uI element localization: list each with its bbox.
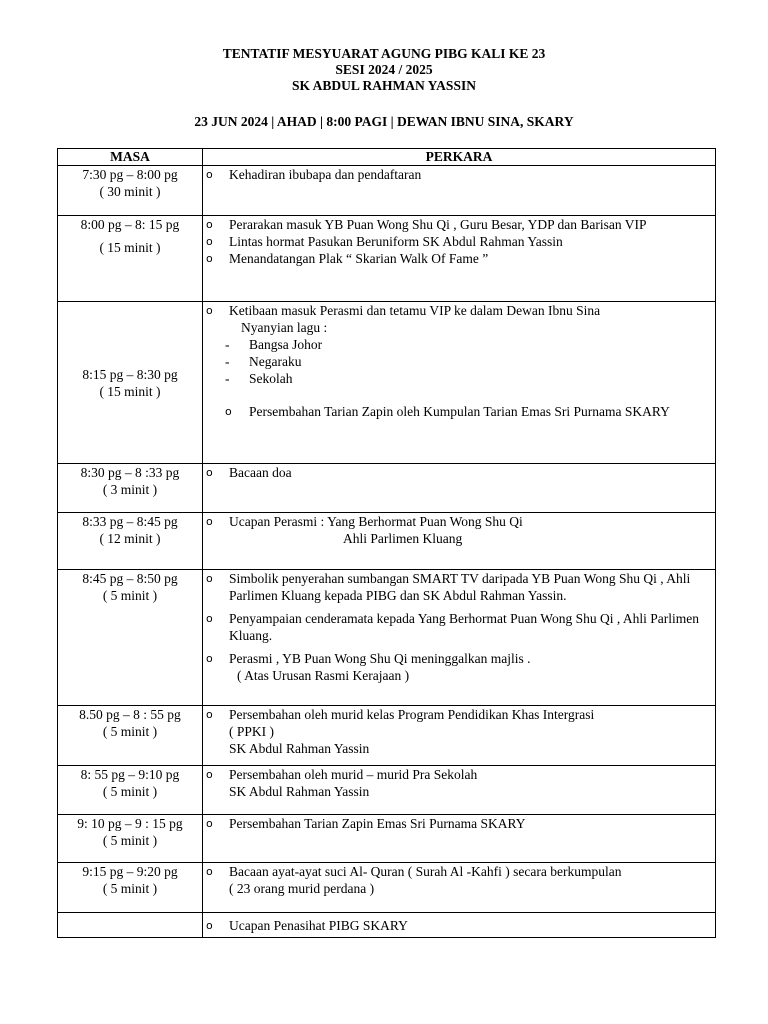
agenda-item: o Perasmi , YB Puan Wong Shu Qi meninggalkan majlis . bbox=[206, 651, 531, 666]
bullet-icon: o bbox=[206, 304, 213, 317]
time-range: 9:15 pg – 9:20 pg bbox=[82, 864, 178, 879]
time-range: 8:33 pg – 8:45 pg bbox=[82, 514, 178, 529]
agenda-item: o Perarakan masuk YB Puan Wong Shu Qi , Guru Besar, YDP dan Barisan VIP bbox=[206, 217, 647, 232]
song-item: - Sekolah bbox=[225, 371, 293, 386]
table-row bbox=[58, 706, 716, 766]
agenda-cell bbox=[203, 464, 716, 513]
duration: ( 12 minit ) bbox=[99, 531, 161, 546]
table-row bbox=[58, 216, 716, 302]
bullet-icon: o bbox=[206, 865, 213, 878]
agenda-item: o Persembahan oleh murid – murid Pra Sekolah bbox=[206, 767, 478, 782]
time-range: 8: 55 pg – 9:10 pg bbox=[80, 767, 180, 782]
agenda-item: o Simbolik penyerahan sumbangan SMART TV daripada YB Puan Wong Shu Qi , Ahli Parlimen Kluang kepada PIBG dan SK Abdul Rahman Yassin. bbox=[206, 571, 691, 603]
bullet-icon: o bbox=[206, 768, 213, 781]
bullet-icon: o bbox=[206, 466, 213, 479]
time-cell bbox=[58, 570, 203, 706]
bullet-icon: o bbox=[206, 708, 213, 721]
table-row bbox=[58, 863, 716, 913]
agenda-cell bbox=[203, 302, 716, 464]
duration: ( 3 minit ) bbox=[102, 482, 158, 497]
bullet-icon: o bbox=[206, 252, 213, 265]
time-cell bbox=[58, 464, 203, 513]
duration: ( 15 minit ) bbox=[99, 383, 161, 399]
event-date: 23 JUN 2024 bbox=[194, 114, 268, 129]
time-range: 8:15 pg – 8:30 pg bbox=[82, 366, 178, 382]
title-line-1: TENTATIF MESYUARAT AGUNG PIBG KALI KE 23 bbox=[222, 46, 546, 61]
agenda-cell: o Bacaan ayat-ayat suci Al- Quran ( Surah Al -Kahfi ) secara berkumpulan ( 23 orang murid perdana ) bbox=[203, 863, 716, 913]
time-range: 8.50 pg – 8 : 55 pg bbox=[79, 707, 181, 722]
table-header-row bbox=[58, 149, 716, 166]
time-cell bbox=[58, 913, 203, 938]
separator: | bbox=[390, 114, 394, 129]
agenda-cell bbox=[203, 570, 716, 706]
duration: ( 5 minit ) bbox=[102, 833, 158, 848]
column-header-masa: MASA bbox=[58, 149, 203, 166]
duration: ( 5 minit ) bbox=[102, 588, 158, 603]
time-cell bbox=[58, 815, 203, 863]
event-time: 8:00 PAGI bbox=[326, 114, 388, 129]
agenda-cell bbox=[203, 913, 716, 938]
agenda-cell bbox=[203, 513, 716, 570]
document-title bbox=[0, 46, 768, 94]
agenda-item: o Bacaan doa bbox=[206, 465, 292, 480]
bullet-icon: o bbox=[206, 919, 213, 932]
perasmi-title: Ahli Parlimen Kluang bbox=[343, 531, 463, 546]
separator: | bbox=[271, 114, 275, 129]
agenda-cell: o Persembahan oleh murid – murid Pra Sekolah SK Abdul Rahman Yassin bbox=[203, 766, 716, 815]
agenda-item: o Ucapan Penasihat PIBG SKARY bbox=[206, 918, 408, 933]
agenda-cell bbox=[203, 815, 716, 863]
agenda-cell: o Persembahan oleh murid kelas Program Pendidikan Khas Intergrasi ( PPKI ) SK Abdul Rahman Yassin bbox=[203, 706, 716, 766]
agenda-cell bbox=[203, 216, 716, 302]
separator: | bbox=[320, 114, 324, 129]
time-range: 8:30 pg – 8 :33 pg bbox=[80, 465, 180, 480]
time-range: 9: 10 pg – 9 : 15 pg bbox=[77, 816, 183, 831]
table-row bbox=[58, 166, 716, 216]
bullet-icon: o bbox=[206, 168, 213, 181]
column-header-perkara: PERKARA bbox=[203, 149, 716, 166]
agenda-item: o Persembahan Tarian Zapin Emas Sri Purnama SKARY bbox=[206, 816, 526, 831]
table-row bbox=[58, 302, 716, 464]
official-note: ( Atas Urusan Rasmi Kerajaan ) bbox=[237, 668, 410, 683]
bullet-icon: o bbox=[206, 572, 213, 585]
bullet-icon: o bbox=[206, 218, 213, 231]
time-cell bbox=[58, 166, 203, 216]
time-cell bbox=[58, 302, 203, 464]
song-item: - Negaraku bbox=[225, 354, 302, 369]
songs-heading: Nyanyian lagu : bbox=[241, 320, 328, 335]
agenda-item: o Persembahan Tarian Zapin oleh Kumpulan Tarian Emas Sri Purnama SKARY bbox=[225, 404, 670, 419]
table-row bbox=[58, 913, 716, 938]
bullet-icon: o bbox=[206, 652, 213, 665]
event-day: AHAD bbox=[276, 114, 317, 129]
schedule-table bbox=[57, 148, 716, 938]
duration: ( 5 minit ) bbox=[102, 881, 158, 896]
time-cell bbox=[58, 216, 203, 302]
song-item: - Bangsa Johor bbox=[225, 337, 323, 352]
table-row bbox=[58, 464, 716, 513]
title-line-3: SK ABDUL RAHMAN YASSIN bbox=[292, 78, 476, 93]
agenda-item: o Bacaan ayat-ayat suci Al- Quran ( Surah Al -Kahfi ) secara berkumpulan bbox=[206, 864, 622, 879]
bullet-icon: o bbox=[206, 817, 213, 830]
time-cell bbox=[58, 766, 203, 815]
bullet-icon: o bbox=[206, 235, 213, 248]
event-info-line bbox=[0, 114, 768, 130]
duration: ( 15 minit ) bbox=[99, 240, 161, 255]
duration: ( 5 minit ) bbox=[102, 784, 158, 799]
table-row bbox=[58, 513, 716, 570]
bullet-icon: o bbox=[206, 612, 213, 625]
agenda-item: o Ucapan Perasmi : Yang Berhormat Puan Wong Shu Qi bbox=[206, 514, 523, 529]
time-range: 7:30 pg – 8:00 pg bbox=[82, 167, 178, 182]
time-cell bbox=[58, 513, 203, 570]
agenda-item: o Kehadiran ibubapa dan pendaftaran bbox=[206, 167, 422, 182]
event-venue: DEWAN IBNU SINA, SKARY bbox=[397, 114, 574, 129]
table-row bbox=[58, 815, 716, 863]
time-cell bbox=[58, 706, 203, 766]
title-line-2: SESI 2024 / 2025 bbox=[335, 62, 433, 77]
duration: ( 5 minit ) bbox=[102, 724, 158, 739]
agenda-cell bbox=[203, 166, 716, 216]
time-range: 8:45 pg – 8:50 pg bbox=[82, 571, 178, 586]
agenda-item: o Persembahan oleh murid kelas Program Pendidikan Khas Intergrasi bbox=[206, 707, 595, 722]
agenda-item: o Ketibaan masuk Perasmi dan tetamu VIP ke dalam Dewan Ibnu Sina bbox=[206, 303, 601, 318]
bullet-icon: o bbox=[225, 405, 232, 418]
table-row bbox=[58, 766, 716, 815]
agenda-item: o Lintas hormat Pasukan Beruniform SK Abdul Rahman Yassin bbox=[206, 234, 563, 249]
agenda-item: o Menandatangan Plak “ Skarian Walk Of Fame ” bbox=[206, 251, 489, 266]
duration: ( 30 minit ) bbox=[99, 184, 161, 199]
time-cell bbox=[58, 863, 203, 913]
agenda-item: o Penyampaian cenderamata kepada Yang Berhormat Puan Wong Shu Qi , Ahli Parlimen Kluang. bbox=[206, 611, 699, 643]
bullet-icon: o bbox=[206, 515, 213, 528]
time-range: 8:00 pg – 8: 15 pg bbox=[80, 217, 180, 232]
table-row bbox=[58, 570, 716, 706]
